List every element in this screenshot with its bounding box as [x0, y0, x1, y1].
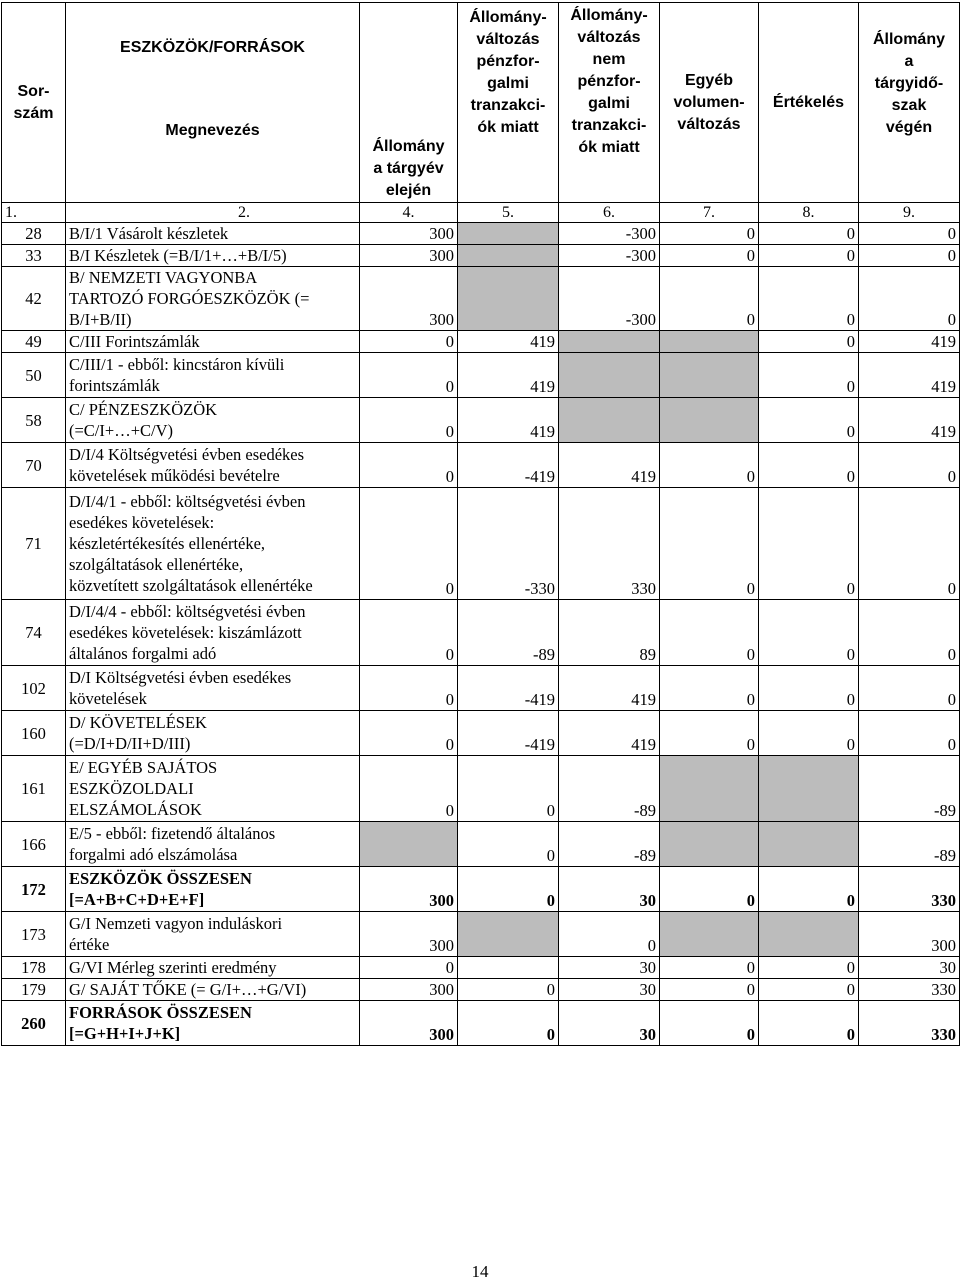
row-name: D/I/4/1 - ebből: költségvetési évben esedékes követelések: készletértékesítés ellenértéke, szolgáltatások ellenértéke, közvetített szolgáltatások ellenértéke: [66, 488, 360, 600]
cash-change-cell: 0: [458, 979, 559, 1001]
row-number: 58: [2, 398, 66, 443]
row-number: 71: [2, 488, 66, 600]
noncash-change-cell: 0: [559, 912, 660, 957]
noncash-change-cell: -89: [559, 756, 660, 822]
cash-change-cell: -89: [458, 600, 559, 666]
header-opening-stock: Állomány a tárgyév elején: [360, 3, 458, 203]
noncash-change-cell: 419: [559, 443, 660, 488]
table-row: [2, 822, 960, 867]
row-name: D/ KÖVETELÉSEK (=D/I+D/II+D/III): [66, 711, 360, 756]
valuation-cell: [759, 756, 859, 822]
opening-stock-cell: 300: [360, 267, 458, 331]
row-number: 161: [2, 756, 66, 822]
other-volume-cell: [660, 756, 759, 822]
balance-table: [1, 2, 960, 1046]
closing-stock-cell: 0: [859, 443, 960, 488]
row-number: 172: [2, 867, 66, 912]
cash-change-cell: 419: [458, 331, 559, 353]
opening-stock-cell: 300: [360, 979, 458, 1001]
valuation-cell: [759, 912, 859, 957]
cash-change-cell: -419: [458, 666, 559, 711]
table-row: [2, 267, 960, 331]
row-name: D/I/4/4 - ebből: költségvetési évben esedékes követelések: kiszámlázott általános forgalmi adó: [66, 600, 360, 666]
header-other-volume-change: Egyéb volumen- változás: [660, 3, 759, 203]
noncash-change-cell: [559, 398, 660, 443]
noncash-change-cell: [559, 353, 660, 398]
noncash-change-cell: 30: [559, 979, 660, 1001]
opening-stock-cell: 0: [360, 331, 458, 353]
column-number: 6.: [559, 203, 660, 223]
other-volume-cell: 0: [660, 488, 759, 600]
header-megnevezes: Megnevezés: [165, 122, 260, 139]
opening-stock-cell: 300: [360, 867, 458, 912]
row-name: G/VI Mérleg szerinti eredmény: [66, 957, 360, 979]
table-row: [2, 912, 960, 957]
noncash-change-cell: [559, 331, 660, 353]
opening-stock-cell: [360, 822, 458, 867]
other-volume-cell: 0: [660, 223, 759, 245]
row-number: 50: [2, 353, 66, 398]
table-row: [2, 666, 960, 711]
cash-change-cell: -419: [458, 711, 559, 756]
closing-stock-cell: 0: [859, 488, 960, 600]
other-volume-cell: 0: [660, 867, 759, 912]
table-row: [2, 443, 960, 488]
opening-stock-cell: 0: [360, 488, 458, 600]
row-name: FORRÁSOK ÖSSZESEN [=G+H+I+J+K]: [66, 1001, 360, 1046]
row-name: E/ EGYÉB SAJÁTOS ESZKÖZOLDALI ELSZÁMOLÁSOK: [66, 756, 360, 822]
column-number-row: [2, 203, 960, 223]
row-number: 166: [2, 822, 66, 867]
table-row: [2, 398, 960, 443]
column-number: 4.: [360, 203, 458, 223]
header-closing-stock: Állomány a tárgyidő- szak végén: [859, 3, 960, 203]
other-volume-cell: [660, 822, 759, 867]
closing-stock-cell: 0: [859, 223, 960, 245]
noncash-change-cell: -300: [559, 223, 660, 245]
valuation-cell: 0: [759, 1001, 859, 1046]
table-row: [2, 245, 960, 267]
column-number: 1.: [2, 203, 66, 223]
table-row: [2, 331, 960, 353]
row-name: B/I/1 Vásárolt készletek: [66, 223, 360, 245]
closing-stock-cell: 300: [859, 912, 960, 957]
cash-change-cell: 419: [458, 398, 559, 443]
other-volume-cell: 0: [660, 979, 759, 1001]
noncash-change-cell: -300: [559, 267, 660, 331]
row-name: ESZKÖZÖK ÖSSZESEN [=A+B+C+D+E+F]: [66, 867, 360, 912]
row-number: 178: [2, 957, 66, 979]
row-name: G/I Nemzeti vagyon induláskori értéke: [66, 912, 360, 957]
opening-stock-cell: 0: [360, 711, 458, 756]
valuation-cell: [759, 822, 859, 867]
cash-change-cell: [458, 267, 559, 331]
other-volume-cell: [660, 398, 759, 443]
row-name: D/I Költségvetési évben esedékes követelések: [66, 666, 360, 711]
cash-change-cell: -419: [458, 443, 559, 488]
closing-stock-cell: 0: [859, 666, 960, 711]
noncash-change-cell: 30: [559, 957, 660, 979]
cash-change-cell: 419: [458, 353, 559, 398]
closing-stock-cell: 330: [859, 1001, 960, 1046]
other-volume-cell: 0: [660, 666, 759, 711]
opening-stock-cell: 0: [360, 756, 458, 822]
valuation-cell: 0: [759, 353, 859, 398]
row-number: 42: [2, 267, 66, 331]
valuation-cell: 0: [759, 666, 859, 711]
cash-change-cell: 0: [458, 1001, 559, 1046]
opening-stock-cell: 0: [360, 398, 458, 443]
row-number: 102: [2, 666, 66, 711]
table-row: [2, 756, 960, 822]
row-number: 74: [2, 600, 66, 666]
header-noncash-change: Állomány- változás nem pénzfor- galmi tranzakci- ók miatt: [559, 3, 660, 203]
closing-stock-cell: 419: [859, 331, 960, 353]
table-row: [2, 1001, 960, 1046]
header-cash-change: Állomány- változás pénzfor- galmi tranzakci- ók miatt: [458, 3, 559, 203]
table-row: [2, 867, 960, 912]
valuation-cell: 0: [759, 398, 859, 443]
other-volume-cell: [660, 353, 759, 398]
other-volume-cell: [660, 331, 759, 353]
closing-stock-cell: 0: [859, 711, 960, 756]
row-name: C/ PÉNZESZKÖZÖK (=C/I+…+C/V): [66, 398, 360, 443]
opening-stock-cell: 0: [360, 353, 458, 398]
table-row: [2, 600, 960, 666]
table-body: [2, 223, 960, 1046]
table-row: [2, 711, 960, 756]
closing-stock-cell: 419: [859, 353, 960, 398]
header-megnevezes-cell: [66, 3, 360, 203]
closing-stock-cell: -89: [859, 822, 960, 867]
closing-stock-cell: -89: [859, 756, 960, 822]
other-volume-cell: 0: [660, 245, 759, 267]
column-number: 5.: [458, 203, 559, 223]
opening-stock-cell: 0: [360, 957, 458, 979]
opening-stock-cell: 300: [360, 1001, 458, 1046]
column-number: 8.: [759, 203, 859, 223]
table-row: [2, 488, 960, 600]
page-number: 14: [471, 1262, 489, 1281]
opening-stock-cell: 300: [360, 223, 458, 245]
noncash-change-cell: -300: [559, 245, 660, 267]
column-number: 2.: [66, 203, 360, 223]
row-number: 260: [2, 1001, 66, 1046]
other-volume-cell: 0: [660, 443, 759, 488]
row-number: 179: [2, 979, 66, 1001]
table-row: [2, 979, 960, 1001]
valuation-cell: 0: [759, 957, 859, 979]
cash-change-cell: 0: [458, 867, 559, 912]
closing-stock-cell: 30: [859, 957, 960, 979]
other-volume-cell: 0: [660, 600, 759, 666]
noncash-change-cell: 330: [559, 488, 660, 600]
noncash-change-cell: 419: [559, 711, 660, 756]
valuation-cell: 0: [759, 443, 859, 488]
other-volume-cell: 0: [660, 957, 759, 979]
cash-change-cell: 0: [458, 756, 559, 822]
row-name: E/5 - ebből: fizetendő általános forgalmi adó elszámolása: [66, 822, 360, 867]
other-volume-cell: 0: [660, 267, 759, 331]
valuation-cell: 0: [759, 331, 859, 353]
cash-change-cell: [458, 223, 559, 245]
cash-change-cell: [458, 957, 559, 979]
noncash-change-cell: -89: [559, 822, 660, 867]
closing-stock-cell: 0: [859, 600, 960, 666]
cash-change-cell: 0: [458, 822, 559, 867]
noncash-change-cell: 89: [559, 600, 660, 666]
noncash-change-cell: 419: [559, 666, 660, 711]
row-name: B/ NEMZETI VAGYONBA TARTOZÓ FORGÓESZKÖZÖK (= B/I+B/II): [66, 267, 360, 331]
row-name: B/I Készletek (=B/I/1+…+B/I/5): [66, 245, 360, 267]
row-name: G/ SAJÁT TŐKE (= G/I+…+G/VI): [66, 979, 360, 1001]
valuation-cell: 0: [759, 600, 859, 666]
row-number: 33: [2, 245, 66, 267]
row-name: C/III/1 - ebből: kincstáron kívüli forintszámlák: [66, 353, 360, 398]
table-row: [2, 223, 960, 245]
valuation-cell: 0: [759, 245, 859, 267]
row-number: 28: [2, 223, 66, 245]
opening-stock-cell: 0: [360, 443, 458, 488]
opening-stock-cell: 0: [360, 666, 458, 711]
row-name: D/I/4 Költségvetési évben esedékes követelések működési bevételre: [66, 443, 360, 488]
header-title: ESZKÖZÖK/FORRÁSOK: [120, 39, 305, 56]
valuation-cell: 0: [759, 267, 859, 331]
row-number: 49: [2, 331, 66, 353]
cash-change-cell: -330: [458, 488, 559, 600]
table-header: [2, 3, 960, 223]
closing-stock-cell: 0: [859, 245, 960, 267]
column-number: 9.: [859, 203, 960, 223]
closing-stock-cell: 330: [859, 867, 960, 912]
opening-stock-cell: 0: [360, 600, 458, 666]
row-number: 70: [2, 443, 66, 488]
table-row: [2, 957, 960, 979]
cash-change-cell: [458, 245, 559, 267]
other-volume-cell: [660, 912, 759, 957]
closing-stock-cell: 0: [859, 267, 960, 331]
opening-stock-cell: 300: [360, 245, 458, 267]
valuation-cell: 0: [759, 867, 859, 912]
other-volume-cell: 0: [660, 1001, 759, 1046]
row-number: 173: [2, 912, 66, 957]
row-number: 160: [2, 711, 66, 756]
closing-stock-cell: 330: [859, 979, 960, 1001]
valuation-cell: 0: [759, 223, 859, 245]
valuation-cell: 0: [759, 711, 859, 756]
header-sorszam: Sor- szám: [2, 3, 66, 203]
closing-stock-cell: 419: [859, 398, 960, 443]
column-number: 7.: [660, 203, 759, 223]
noncash-change-cell: 30: [559, 867, 660, 912]
row-name: C/III Forintszámlák: [66, 331, 360, 353]
other-volume-cell: 0: [660, 711, 759, 756]
table-row: [2, 353, 960, 398]
valuation-cell: 0: [759, 979, 859, 1001]
opening-stock-cell: 300: [360, 912, 458, 957]
valuation-cell: 0: [759, 488, 859, 600]
header-valuation: Értékelés: [759, 3, 859, 203]
cash-change-cell: [458, 912, 559, 957]
noncash-change-cell: 30: [559, 1001, 660, 1046]
